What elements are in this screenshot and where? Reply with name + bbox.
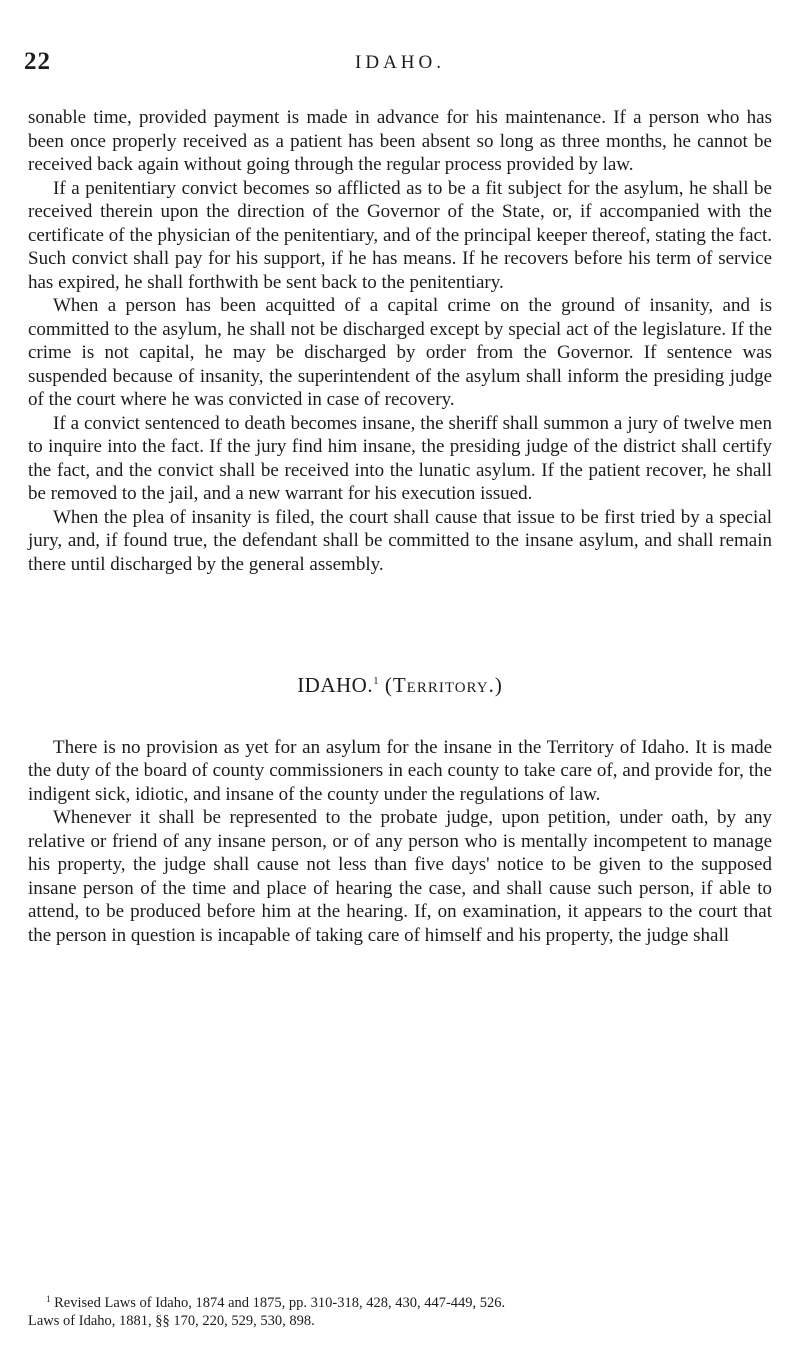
footnote [28,1290,772,1312]
paragraph: When a person has been acquitted of a capital crime on the ground of insanity, and is committed to the asylum, he shall not be discharged except by special act of the legislature. If the crime is not capital, he may be discharged by order from the Governor. If sentence was suspended because of insanity, the superintendent of the asylum shall inform the presiding judge of the court where he was convicted in case of recovery. [28,295,772,410]
paragraph: When the plea of insanity is filed, the court shall cause that issue to be first tried by a special jury, and, if found true, the defendant shall be committed to the insane asylum, and shall remain there until discharged by the general assembly. [28,506,772,575]
running-head: IDAHO. [355,52,445,73]
paragraph: If a penitentiary convict becomes so afflicted as to be a fit subject for the asylum, he shall be received therein upon the direction of the Governor of the State, or, if accompanied with the certificate of the physician of the penitentiary, and of the principal keeper thereof, stating the fact. Such convict shall pay for his support, if he has means. If he recovers before his term of service has expired, he shall forthwith be sent back to the penitentiary. [28,177,772,293]
paragraph: There is no provision as yet for an asylum for the insane in the Territory of Idaho. It is made the duty of the board of county commissioners in each county to take care of, and provide for, the indigent sick, idiotic, and insane of the county under the regulations of law. [28,736,772,805]
section-title: IDAHO. [297,673,374,697]
footnote-marker: 1 [46,1294,51,1304]
page-header [24,48,776,78]
section-heading [28,670,772,698]
section-subtitle: (Territory.) [384,673,503,697]
body-text [28,106,772,947]
paragraph: Whenever it shall be represented to the probate judge, upon petition, under oath, by any relative or friend of any insane person, or of any person who is mentally incompetent to manage his property, the judge shall cause not less than five days' notice to be given to the supposed insane person of the time and place of hearing the case, and shall cause such person, if able to attend, to be produced before him at the hearing. If, on examination, it appears to the court that the person in question is incapable of taking care of himself and his property, the judge shall [28,807,772,946]
footnote-text: Revised Laws of Idaho, 1874 and 1875, pp. 310-318, 428, 430, 447-449, 526. [54,1295,506,1311]
footnote-reference: 1 [373,675,380,687]
footnotes [28,1290,772,1330]
paragraph: sonable time, provided payment is made in advance for his maintenance. If a person who has been once properly received as a patient has been absent so long as three months, he cannot be received back again without going through the regular process provided by law. [28,107,772,175]
page-number: 22 [24,48,51,75]
footnote-continuation: Laws of Idaho, 1881, §§ 170, 220, 529, 530, 898. [28,1313,315,1329]
paragraph: If a convict sentenced to death becomes insane, the sheriff shall summon a jury of twelve men to inquire into the fact. If the jury find him insane, the presiding judge of the district shall certify the fact, and the convict shall be received into the lunatic asylum. If the patient recover, he shall be removed to the jail, and a new warrant for his execution issued. [28,412,772,504]
